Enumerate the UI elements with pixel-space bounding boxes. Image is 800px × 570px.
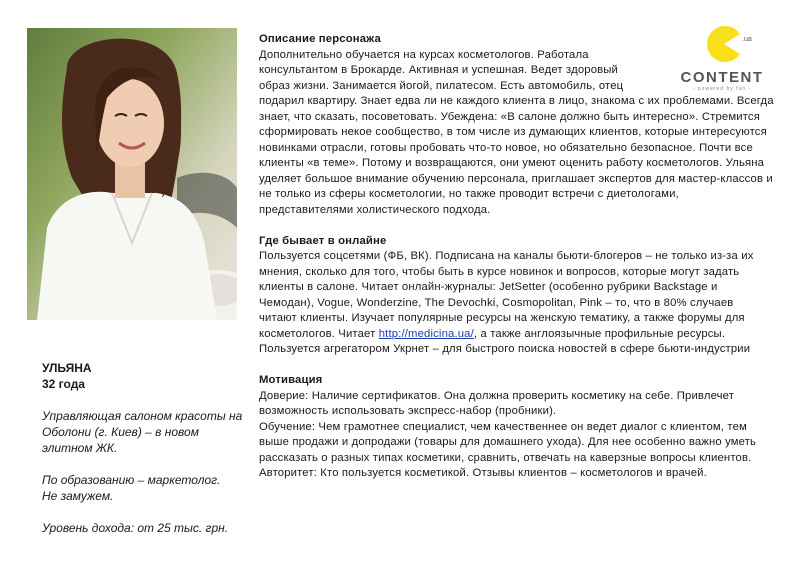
logo-domain: .ua — [742, 36, 752, 43]
profile-family: Не замужем. — [42, 489, 114, 503]
motivation-authority: Авторитет: Кто пользуется косметикой. Отзывы клиентов – косметологов и врачей. — [259, 467, 707, 479]
logo-tagline: - powered by fun - — [692, 86, 752, 92]
medicina-link[interactable]: http://medicina.ua/ — [378, 327, 474, 340]
profile-income: Уровень дохода: от 25 тыс. грн. — [42, 521, 229, 535]
persona-content — [259, 32, 774, 497]
motivation-heading: Мотивация — [259, 374, 323, 386]
profile-photo — [27, 28, 237, 320]
motivation-section — [259, 373, 774, 482]
profile-info — [42, 360, 252, 536]
motivation-trust: Доверие: Наличие сертификатов. Она должна проверить косметику на себе. Привлечет возможность использовать экспресс-набор (пробники). — [259, 389, 735, 417]
online-heading: Где бывает в онлайне — [259, 234, 387, 247]
logo-word: CONTENT — [680, 69, 764, 86]
description-section — [259, 32, 774, 218]
motivation-training: Обучение: Чем грамотнее специалист, чем качественнее он ведет диалог с клиентом, тем выше продажи и допродажи (товары для домашнего ухода). Для нее особенно важно уметь рассказать о разных типах косметики, сравнить, отвечать на каверзные вопросы клиентов. — [259, 420, 757, 464]
online-text-after: , а также англоязычные профильные ресурсы. Пользуется агрегатором Укрнет – для быстрого поиска новостей в сфере бьюти-индустрии — [259, 327, 751, 355]
online-text — [259, 249, 774, 358]
online-text-before: Пользуется соцсетями (ФБ, ВК). Подписана на каналы бьюти-блогеров – не только из-за их мнения, сколько для того, чтобы быть в курсе новинок и вопросов, которые могут задать клиенты в салоне. Читает онлайн-журналы: JetSetter (особенно рубрики Backstage и Чемодан), Vogue, Wonderzine, The Devochki, Cosmopolitan, Pink – то, что в 80% случаев читают клиенты. Изучает популярные ресурсы на женскую тематику, а также форумы для косметологов. Читает — [259, 250, 754, 340]
profile-name: УЛЬЯНА — [42, 361, 92, 375]
online-section — [259, 234, 774, 358]
profile-education: По образованию – маркетолог. — [42, 473, 221, 487]
description-text: Дополнительно обучается на курсах косметологов. Работала консультантом в Брокарде. Активная и успешная. Ведет здоровый образ жизни. Занимается йогой, пилатесом. Есть автомобиль, отец подарил квартиру. Знает едва ли не каждого клиента в лицо, знакома с их проблемами. Всегда знает, что сказать, посоветовать. Убеждена: «В салоне должно быть интересно». Стремится сформировать некое сообщество, в том числе из думающих клиентов, которые интересуются новинками отрасли, готовы пробовать что-то новое, но обязательно безопасное. Почти все клиенты «в теме». Потому и возвращаются, они умеют оценить работу косметологов. Ульяна уделяет большое внимание обучению персонала, приглашает экспертов для мастер-классов и не только из сферы косметологии, но также проводит встречи с диетологами, представителями холистического подхода. — [259, 48, 774, 216]
profile-age: 32 года — [42, 377, 85, 391]
description-heading: Описание персонажа — [259, 33, 381, 45]
profile-job: Управляющая салоном красоты на Оболони (г. Киев) – в новом элитном ЖК. — [42, 409, 243, 455]
